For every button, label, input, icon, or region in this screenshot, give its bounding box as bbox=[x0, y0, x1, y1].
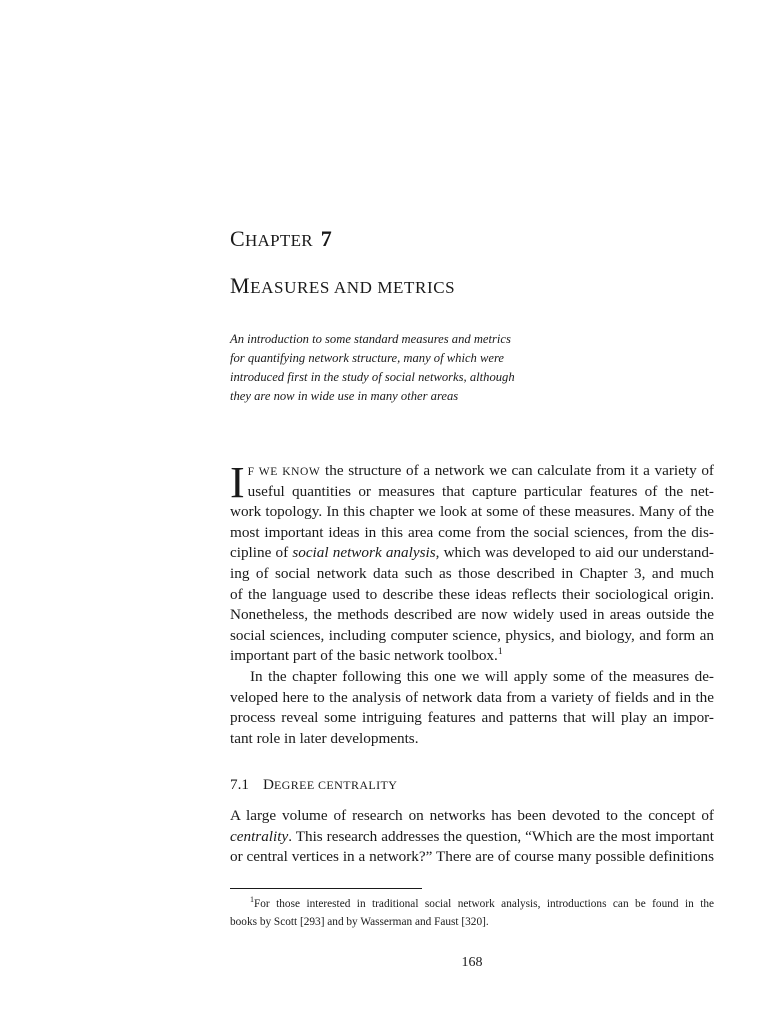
body-line: ing of social network data such as those described in Chapter 3, and much bbox=[230, 564, 714, 582]
emphasis-term: centrality bbox=[230, 827, 289, 845]
chapter-label-initial: C bbox=[230, 226, 245, 251]
body-line: of the language used to describe these ideas reflects their sociological origin. bbox=[230, 585, 714, 603]
section-heading bbox=[230, 776, 397, 794]
abstract-line: introduced first in the study of social networks, although bbox=[230, 370, 515, 384]
footnote-line: books by Scott [293] and by Wasserman and Faust [320]. bbox=[230, 916, 489, 928]
chapter-title-initial: M bbox=[230, 273, 251, 298]
body-line bbox=[230, 646, 714, 667]
body-text: , which was developed to aid our understand- bbox=[435, 544, 714, 562]
lead-smallcaps: F WE KNOW bbox=[247, 466, 321, 478]
body-line: veloped here to the analysis of network data from a variety of fields and in the bbox=[230, 688, 714, 706]
chapter-abstract bbox=[230, 330, 530, 406]
body-text: cipline of bbox=[230, 544, 293, 562]
body-line: work topology. In this chapter we look at some of these measures. Many of the bbox=[230, 503, 714, 521]
body-line: In the chapter following this one we will apply some of the measures de- bbox=[250, 667, 714, 685]
footnote-text: For those interested in traditional social network analysis, introductions can be found in the bbox=[254, 898, 714, 910]
intro-body bbox=[230, 458, 714, 749]
chapter-number: 7 bbox=[320, 226, 333, 251]
body-line: A large volume of research on networks has been devoted to the concept of bbox=[230, 807, 714, 824]
body-text: important part of the basic network toolbox. bbox=[230, 647, 498, 665]
footnote-line bbox=[230, 895, 714, 913]
body-line: most important ideas in this area come from the social sciences, from the dis- bbox=[230, 523, 714, 541]
section-title-initial: D bbox=[262, 776, 274, 793]
footnote-reference[interactable]: 1 bbox=[497, 647, 503, 658]
body-line: social sciences, including computer science, physics, and biology, and form an bbox=[230, 626, 714, 644]
body-text: . This research addresses the question, “Which are the most important bbox=[288, 827, 714, 845]
chapter-title bbox=[230, 273, 455, 299]
body-line: or central vertices in a network?” There are of course many possible definitions bbox=[230, 848, 714, 866]
section-number: 7.1 bbox=[230, 776, 249, 793]
abstract-line: for quantifying network structure, many of which were bbox=[230, 351, 504, 365]
section-body bbox=[230, 806, 714, 868]
abstract-line: An introduction to some standard measures and metrics bbox=[230, 332, 511, 346]
body-text: the structure of a network we can calculate from it a variety of bbox=[320, 462, 714, 479]
footnote-mark: 1 bbox=[250, 895, 254, 905]
body-line bbox=[230, 461, 714, 482]
footnote bbox=[230, 895, 714, 931]
body-line: useful quantities or measures that capture particular features of the net- bbox=[247, 482, 714, 500]
chapter-label bbox=[230, 226, 332, 252]
chapter-label-rest: HAPTER bbox=[244, 231, 313, 250]
body-line bbox=[230, 827, 714, 848]
page-number: 168 bbox=[461, 955, 483, 970]
abstract-line: they are now in wide use in many other areas bbox=[230, 389, 459, 403]
body-line bbox=[230, 543, 714, 564]
section-title-rest: EGREE CENTRALITY bbox=[273, 778, 398, 792]
chapter-title-rest: EASURES AND METRICS bbox=[250, 278, 456, 297]
drop-cap: I bbox=[230, 458, 245, 507]
body-line: Nonetheless, the methods described are now widely used in areas outside the bbox=[230, 606, 714, 624]
footnote-divider bbox=[230, 888, 422, 889]
emphasis-term: social network analysis bbox=[292, 544, 436, 562]
body-line: tant role in later developments. bbox=[230, 729, 419, 747]
body-line: process reveal some intriguing features and patterns that will play an impor- bbox=[230, 709, 714, 727]
